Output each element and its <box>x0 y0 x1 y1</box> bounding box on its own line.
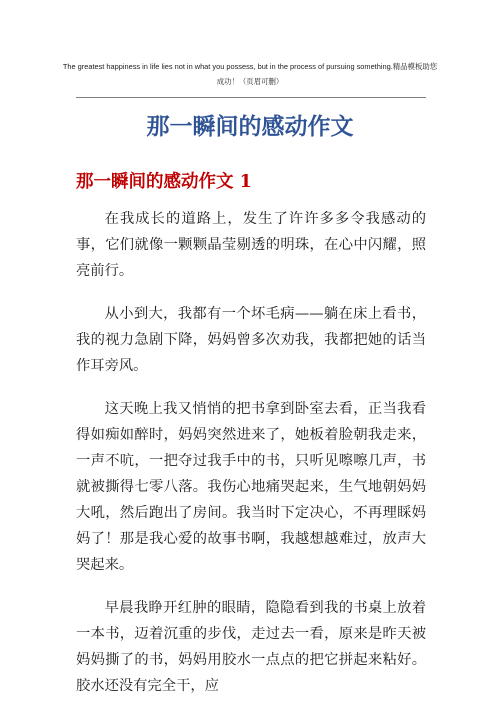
header-quote-english: The greatest happiness in life lies not in what you possess, but in the process of pursuing something. <box>62 62 393 71</box>
paragraph: 在我成长的道路上，发生了许许多多令我感动的事，它们就像一颗颗晶莹剔透的明珠，在心中闪耀，照亮前行。 <box>76 211 426 279</box>
body-text <box>76 206 426 716</box>
header-quote-chinese: 精品模板助您成功！（页眉可删） <box>216 62 438 86</box>
page-header <box>60 59 440 89</box>
paragraph: 从小到大，我都有一个坏毛病——躺在床上看书，我的视力急剧下降，妈妈曾多次劝我，我都把她的话当作耳旁风。 <box>76 306 426 374</box>
document-title: 那一瞬间的感动作文 <box>146 113 354 140</box>
paragraph: 这天晚上我又悄悄的把书拿到卧室去看，正当我看得如痴如醉时，妈妈突然进来了，她板着脸朝我走来，一声不吭，一把夺过我手中的书，只听见嚓嚓几声，书就被撕得七零八落。我伤心地痛哭起来，生气地朝妈妈大吼，然后跑出了房间。我当时下定决心，不再理睬妈妈了！那是我心爱的故事书啊，我越想越难过，放声大哭起来。 <box>76 401 426 573</box>
header-divider <box>76 97 426 98</box>
paragraph: 早晨我睁开红肿的眼睛，隐隐看到我的书桌上放着一本书，迈着沉重的步伐，走过去一看，原来是昨天被妈妈撕了的书，妈妈用胶水一点点的把它拼起来粘好。胶水还没有完全干，应 <box>76 600 426 694</box>
section-heading: 那一瞬间的感动作文 1 <box>76 172 252 192</box>
